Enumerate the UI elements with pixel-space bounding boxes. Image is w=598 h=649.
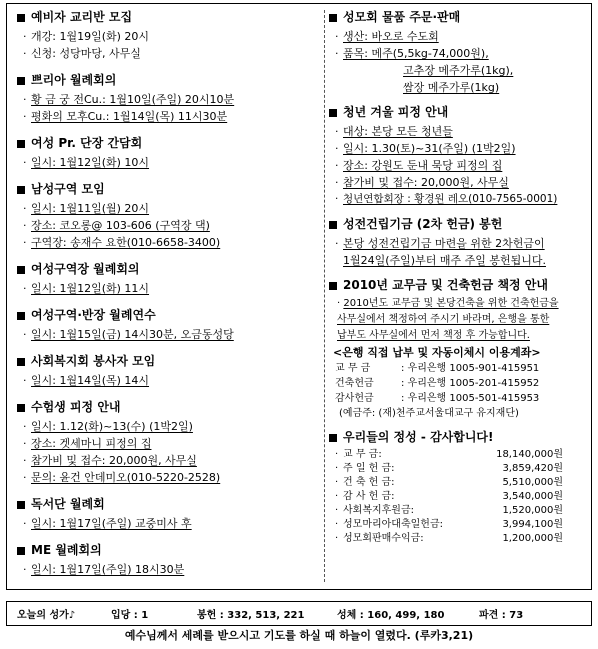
column-divider [324, 10, 325, 582]
square-bullet-icon [17, 547, 25, 555]
section-title: 수험생 피정 안내 [31, 400, 121, 414]
hymn-entrance: 입당 : 1 [111, 610, 149, 621]
list-item: · 일시: 1월17일(주일) 교중미사 후 [23, 517, 192, 530]
section-title: 여성구역장 월례회의 [31, 262, 140, 276]
list-item: · 구역장: 송재수 요한(010-6658-3400) [23, 236, 221, 249]
list-item: · 황 금 궁 전Cu.: 1월10일(주일) 20시10분 [23, 93, 235, 106]
hymn-communion: 성체 : 160, 499, 180 [337, 610, 445, 621]
list-item: · 일시: 1월12일(화) 10시 [23, 156, 150, 169]
list-item: · 일시: 1월11일(월) 20시 [23, 202, 150, 215]
section-left [17, 354, 317, 389]
square-bullet-icon [329, 434, 337, 442]
offering-row: · 사회복지후원금: 1,520,000원 [335, 505, 563, 516]
list-item: · 참가비 및 접수: 20,000원, 사무실 [23, 454, 197, 467]
section-thanks [329, 430, 591, 546]
list-item: · 본당 성전건립기금 마련을 위한 2차헌금이 [335, 237, 545, 250]
list-item: 쌈장 메주가루(1kg) [403, 81, 500, 94]
square-bullet-icon [17, 404, 25, 412]
list-item: · 일시: 1.12(화)~13(수) (1박2일) [23, 420, 193, 433]
list-item: · 대상: 본당 모든 청년들 [335, 125, 453, 138]
section-title: 우리들의 정성 - 감사합니다! [343, 430, 494, 444]
offering-row: · 주 일 헌 금: 3,859,420원 [335, 463, 563, 474]
section-title: 성모회 물품 주문·판매 [343, 10, 461, 24]
list-item: · 일시: 1월12일(화) 11시 [23, 282, 150, 295]
square-bullet-icon [17, 312, 25, 320]
section-left [17, 10, 317, 62]
list-item: · 장소: 겟세마니 피정의 집 [23, 437, 152, 450]
list-item: · 청년연합회장 : 황경원 레오(010-7565-0001) [335, 193, 558, 205]
section-title: 청년 겨울 피정 안내 [343, 105, 449, 119]
section-left [17, 497, 317, 532]
list-item: · 품목: 메주(5,5kg-74,000원), [335, 47, 489, 60]
offering-row: · 감 사 헌 금: 3,540,000원 [335, 491, 563, 502]
section-left [17, 73, 317, 125]
account-holder: (예금주: (재)천주교서울대교구 유지재단) [339, 408, 519, 419]
paragraph-line: 납부도 사무실에서 먼저 책정 후 가능합니다. [337, 330, 530, 341]
paragraph-line: 사무실에서 책정하여 주시기 바라며, 은행을 통한 [337, 314, 550, 325]
square-bullet-icon [17, 14, 25, 22]
section-title: 성전건립기금 (2차 헌금) 봉헌 [343, 217, 503, 231]
square-bullet-icon [17, 358, 25, 366]
hymn-label: 오늘의 성가♪ [17, 610, 76, 621]
list-item: · 평화의 모후Cu.: 1월14일(목) 11시30분 [23, 110, 228, 123]
square-bullet-icon [17, 186, 25, 194]
bulletin-frame [6, 3, 592, 590]
list-item: · 장소: 코오롱@ 103-606 (구역장 댁) [23, 219, 210, 232]
list-item: · 장소: 강원도 둔내 묵당 피정의 집 [335, 159, 503, 172]
section-dues [329, 278, 591, 421]
section-title: 독서단 월례회 [31, 497, 105, 511]
square-bullet-icon [17, 140, 25, 148]
section-title: 여성 Pr. 단장 간담회 [31, 136, 143, 150]
section-title: 2010년 교무금 및 건축헌금 책정 안내 [343, 278, 548, 292]
section-building-fund [329, 217, 591, 269]
square-bullet-icon [17, 266, 25, 274]
list-item: · 일시: 1.30(토)~31(주일) (1박2일) [335, 142, 516, 155]
bank-heading: <은행 직접 납부 및 자동이체시 이용계좌> [333, 346, 541, 359]
section-shop [329, 10, 591, 96]
section-left [17, 543, 317, 578]
account-row: 건축헌금 : 우리은행 1005-201-415952 [335, 378, 540, 389]
section-title: 사회복지회 봉사자 모임 [31, 354, 156, 368]
section-youth-retreat [329, 105, 591, 208]
list-item: · 참가비 및 접수: 20,000원, 사무실 [335, 176, 509, 189]
offering-row: · 교 무 금: 18,140,000원 [335, 449, 563, 460]
square-bullet-icon [17, 77, 25, 85]
section-title: 쁘리아 월례회의 [31, 73, 117, 87]
offering-row: · 건 축 헌 금: 5,510,000원 [335, 477, 563, 488]
list-item: 1월24일(주일)부터 매주 주일 봉헌됩니다. [343, 254, 546, 267]
list-item: · 일시: 1월15일(금) 14시30분, 오금동성당 [23, 328, 234, 341]
section-left [17, 182, 317, 251]
list-item: · 문의: 윤건 안데미오(010-5220-2528) [23, 471, 221, 484]
list-item: 고추장 메주가루(1kg), [403, 64, 514, 77]
section-left [17, 308, 317, 343]
left-column [17, 10, 317, 589]
section-title: 여성구역·반장 월례연수 [31, 308, 156, 322]
square-bullet-icon [329, 221, 337, 229]
section-left [17, 262, 317, 297]
list-item: · 일시: 1월17일(주일) 18시30분 [23, 563, 185, 576]
list-item: · 일시: 1월14일(목) 14시 [23, 374, 150, 387]
section-left [17, 136, 317, 171]
square-bullet-icon [329, 282, 337, 290]
right-column [329, 10, 591, 555]
account-row: 감사헌금 : 우리은행 1005-501-415953 [335, 393, 540, 404]
hymn-recessional: 파견 : 73 [479, 610, 524, 621]
list-item: · 신청: 성당마당, 사무실 [23, 47, 141, 60]
section-title: 남성구역 모임 [31, 182, 105, 196]
section-title: 예비자 교리반 모집 [31, 10, 133, 24]
bible-verse: 예수님께서 세례를 받으시고 기도를 하실 때 하늘이 열렸다. (루카3,21) [124, 629, 474, 642]
square-bullet-icon [329, 109, 337, 117]
offering-row: · 성모마리아대축일헌금: 3,994,100원 [335, 519, 563, 530]
square-bullet-icon [17, 501, 25, 509]
section-title: ME 월례회의 [31, 543, 102, 557]
hymn-bar [6, 601, 592, 626]
list-item: · 개강: 1월19일(화) 20시 [23, 30, 150, 43]
square-bullet-icon [329, 14, 337, 22]
section-left [17, 400, 317, 486]
account-row: 교 무 금 : 우리은행 1005-901-415951 [335, 363, 540, 374]
paragraph-line: · 2010년도 교무금 및 본당건축을 위한 건축헌금을 [337, 298, 559, 309]
hymn-offertory: 봉헌 : 332, 513, 221 [197, 610, 305, 621]
list-item: · 생산: 바오로 수도회 [335, 30, 439, 43]
offering-row: · 성모회판매수익금: 1,200,000원 [335, 533, 563, 544]
